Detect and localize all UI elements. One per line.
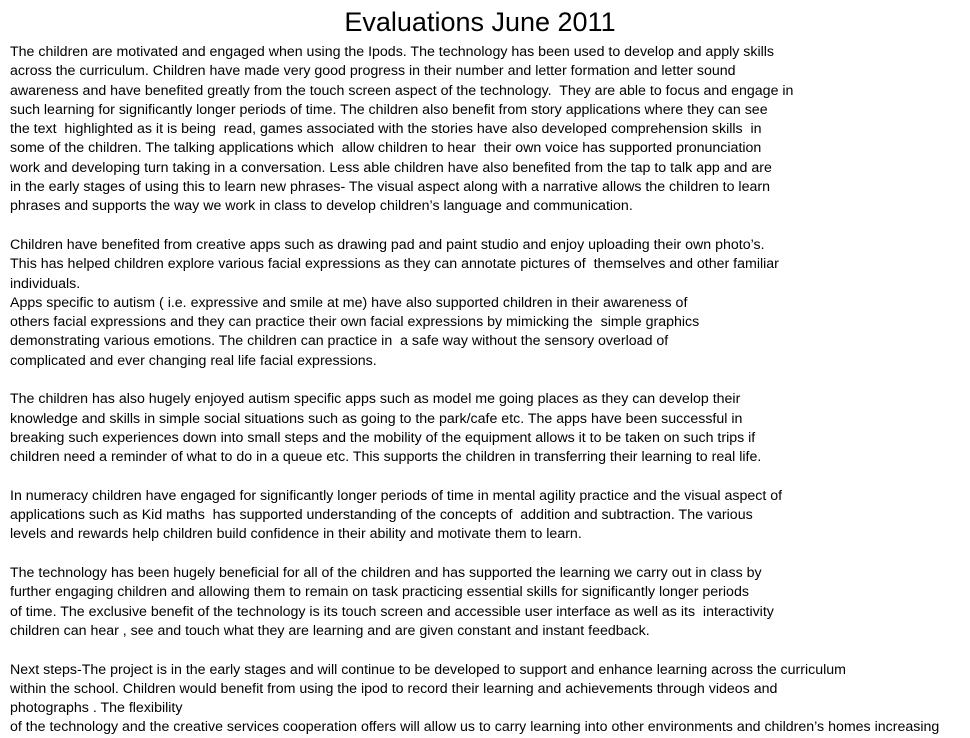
- text-line: This has helped children explore various facial expressions as they can annotate pictures of themselves and other familiar: [10, 256, 779, 273]
- text-line: others facial expressions and they can practice their own facial expressions by mimicking the simple graphics: [10, 314, 700, 331]
- text-line: breaking such experiences down into small steps and the mobility of the equipment allows it to be taken on such trips if: [10, 429, 756, 446]
- text-line: The children are motivated and engaged when using the Ipods. The technology has been used to develop and apply skills: [10, 44, 775, 60]
- text-line: work and developing turn taking in a conversation. Less able children have also benefited from the tap to talk app and are: [10, 159, 772, 176]
- text-line: further engaging children and allowing them to remain on task practicing essential skills for significantly longer periods: [10, 584, 749, 601]
- text-line: The technology has been hugely beneficial for all of the children and has supported the learning we carry out in class by: [10, 565, 762, 582]
- text-line: some of the children. The talking applications which allow children to hear their own voice has supported pronunciation: [10, 140, 762, 157]
- text-line: In numeracy children have engaged for significantly longer periods of time in mental agility practice and the visual aspect of: [10, 487, 783, 504]
- paragraph-gap: [10, 545, 970, 564]
- text-line: applications such as Kid maths has supported understanding of the concepts of addition and subtraction. The various: [10, 507, 753, 524]
- text-line: Apps specific to autism ( i.e. expressive and smile at me) have also supported children in their awareness of: [10, 294, 688, 311]
- text-line: The children has also hugely enjoyed autism specific apps such as model me going places as they can develop their: [10, 391, 741, 408]
- text-line: the text highlighted as it is being read, games associated with the stories have also developed comprehension skills in: [10, 121, 762, 138]
- paragraph-gap: [10, 371, 970, 390]
- text-line: of time. The exclusive benefit of the technology is its touch screen and accessible user interface as well as its interactivity: [10, 603, 774, 620]
- page-title: Evaluations June 2011: [344, 7, 616, 37]
- paragraph-gap: [10, 217, 970, 236]
- text-line: within the school. Children would benefit from using the ipod to record their learning and achievements through videos and: [10, 680, 778, 697]
- text-line: children can hear , see and touch what they are learning and are given constant and instant feedback.: [10, 622, 650, 639]
- text-line: awareness and have benefited greatly from the touch screen aspect of the technology. They are able to focus and engage in: [10, 82, 794, 99]
- text-line: individuals.: [10, 275, 81, 292]
- text-line: levels and rewards help children build confidence in their ability and motivate them to learn.: [10, 526, 582, 543]
- text-line: photographs . The flexibility: [10, 700, 183, 717]
- paragraph-gap: [10, 468, 970, 487]
- paragraph-gap: [10, 641, 970, 660]
- text-line: of the technology and the creative services cooperation offers will allow us to carry learning into other environments and children’s homes increasing: [10, 719, 940, 736]
- text-line: complicated and ever changing real life facial expressions.: [10, 352, 377, 369]
- text-line: across the curriculum. Children have made very good progress in their number and letter formation and letter sound: [10, 63, 736, 80]
- text-line: children need a reminder of what to do in a queue etc. This supports the children in transferring their learning to real life.: [10, 449, 762, 466]
- text-line: Next steps-The project is in the early stages and will continue to be developed to support and enhance learning across the curriculum: [10, 661, 846, 678]
- text-line: demonstrating various emotions. The children can practice in a safe way without the sensory overload of: [10, 333, 669, 350]
- text-line: in the early stages of using this to learn new phrases- The visual aspect along with a narrative allows the children to learn: [10, 179, 770, 196]
- body-text: [10, 43, 970, 738]
- text-line: knowledge and skills in simple social situations such as going to the park/cafe etc. The apps have been successful in: [10, 410, 743, 427]
- text-line: phrases and supports the way we work in class to develop children’s language and communication.: [10, 198, 633, 215]
- text-line: such learning for significantly longer periods of time. The children also benefit from story applications where they can see: [10, 101, 768, 118]
- text-line: Children have benefited from creative apps such as drawing pad and paint studio and enjoy uploading their own photo’s.: [10, 236, 765, 253]
